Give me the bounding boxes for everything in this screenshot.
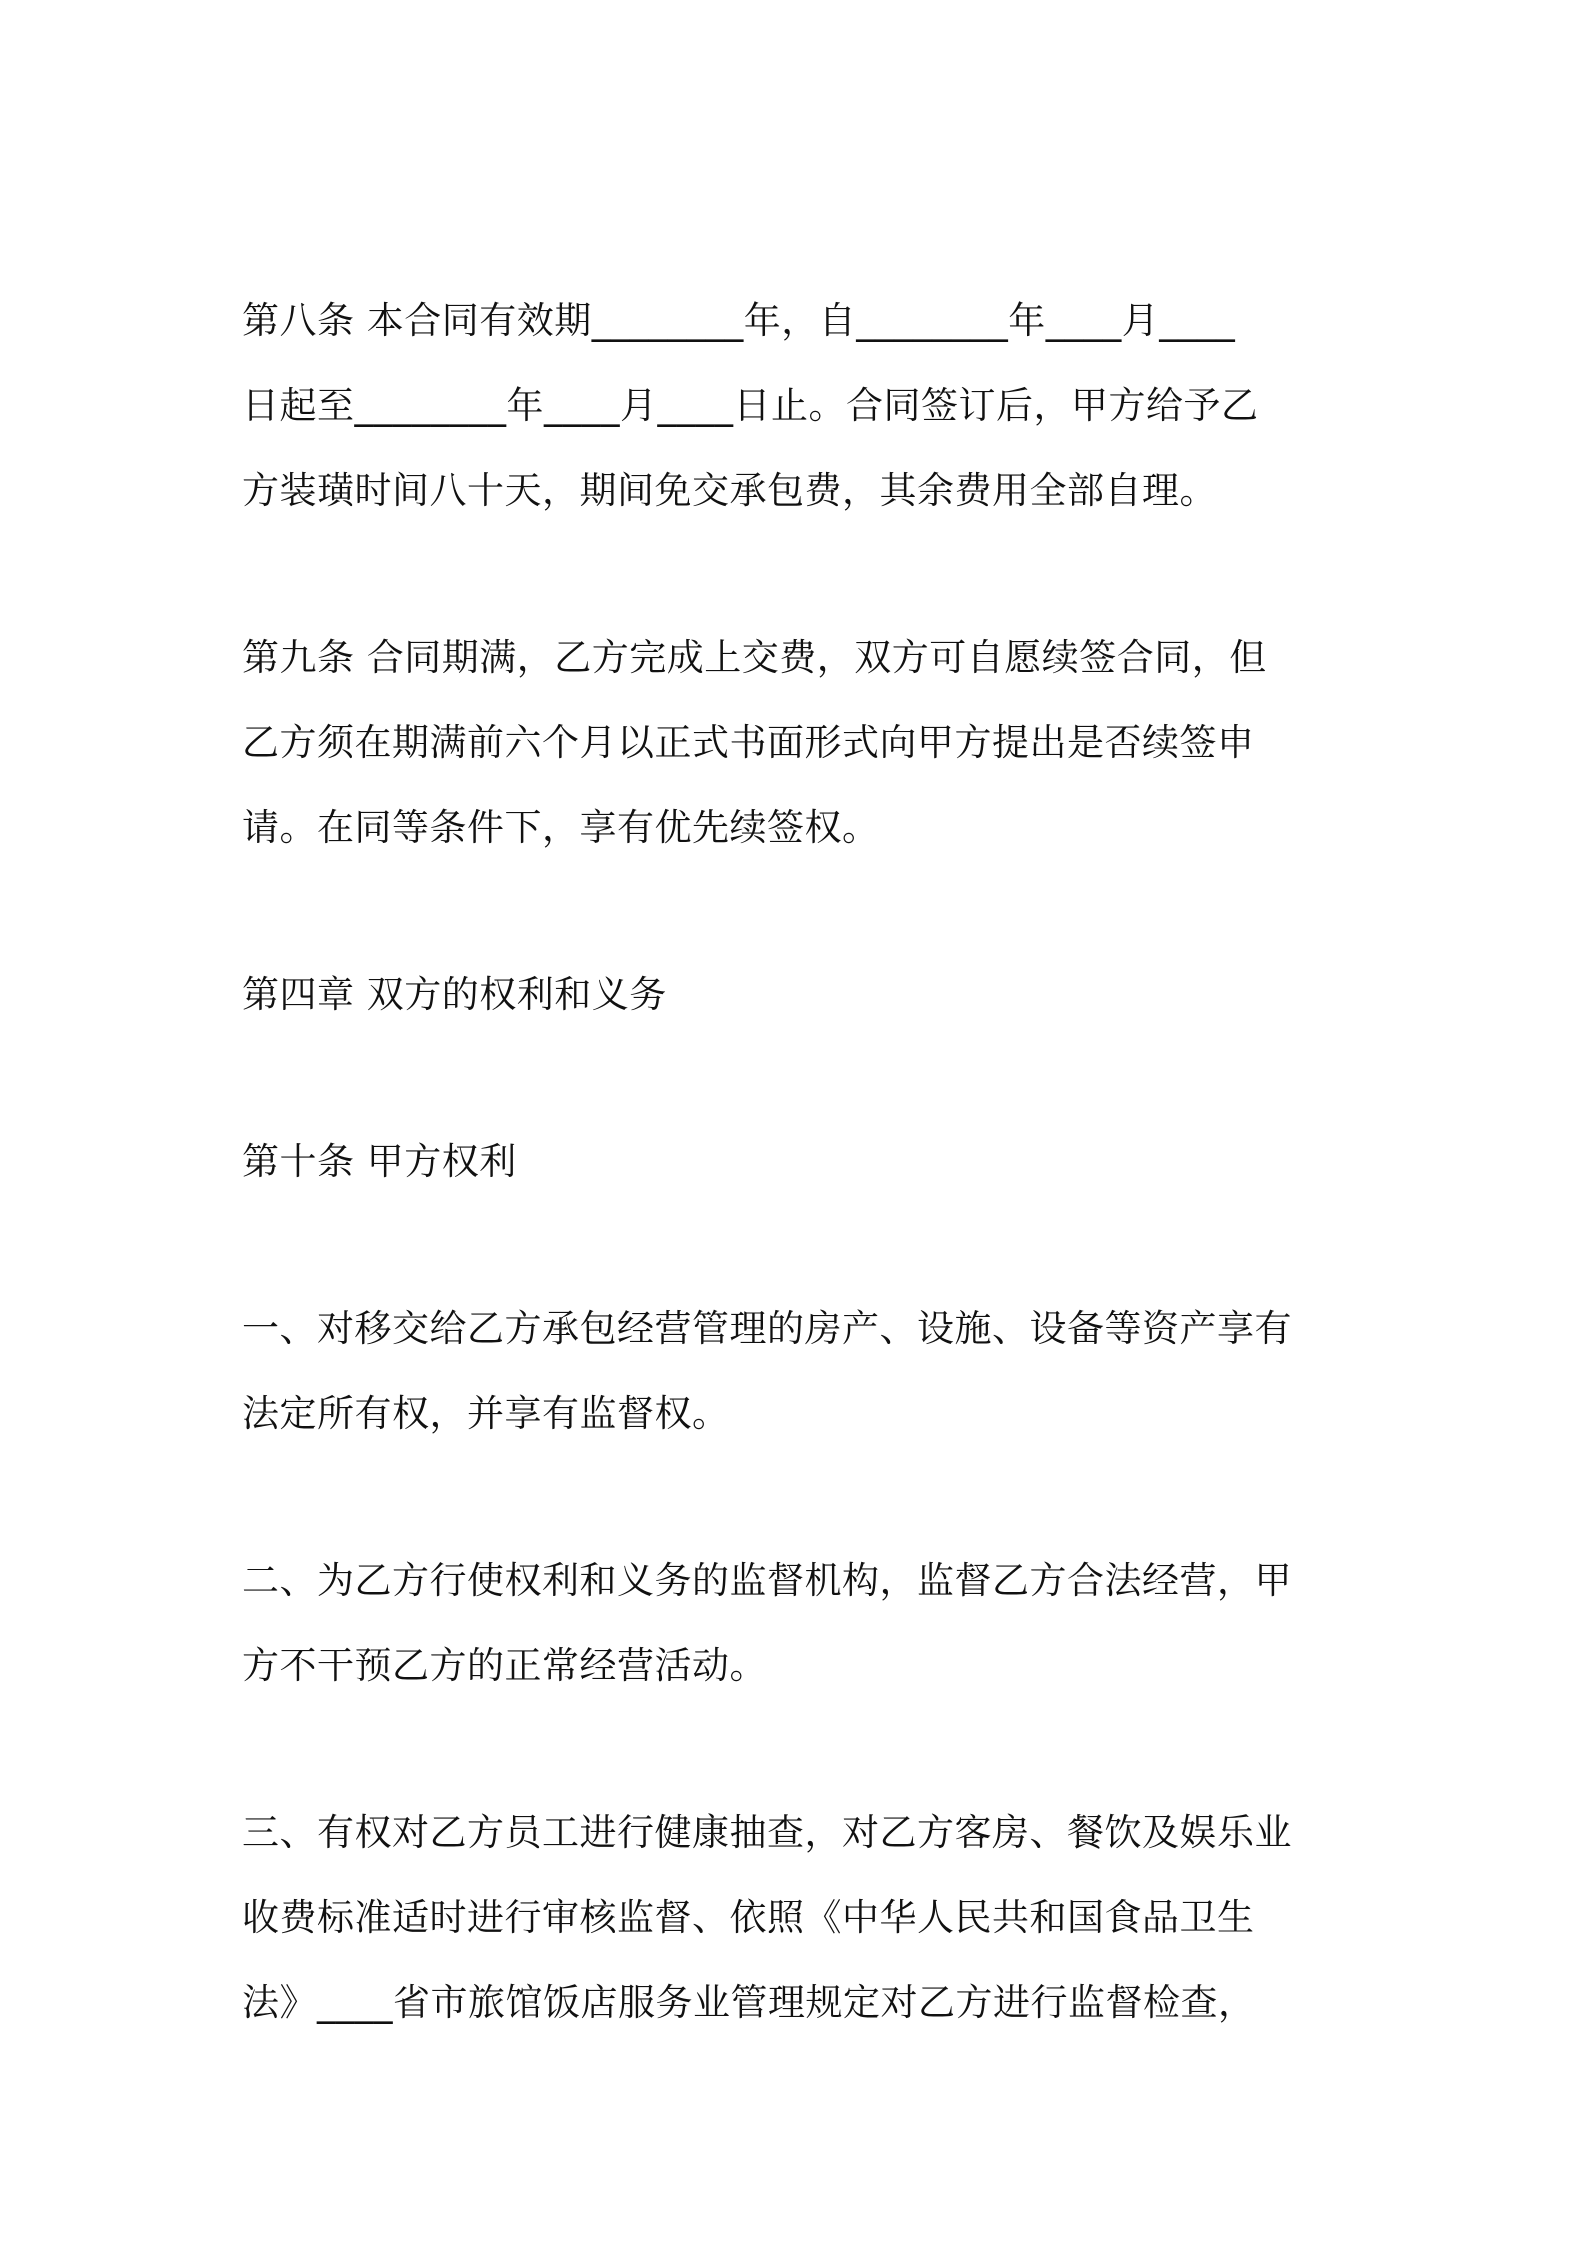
item-1-line-2: 法定所有权，并享有监督权。 [242, 1392, 730, 1435]
item-3-line-2: 收费标准适时进行审核监督、依照《中华人民共和国食品卫生 [242, 1896, 1255, 1939]
paragraph-gap [242, 870, 1357, 952]
chapter-4-title [242, 952, 1357, 1037]
item-1 [242, 1286, 1357, 1456]
article-8-line-1: 第八条 本合同有效期________年，自________年____月____ [242, 299, 1236, 342]
article-9 [242, 615, 1357, 870]
article-8-line-2: 日起至________年____月____日止。合同签订后，甲方给予乙 [242, 384, 1259, 427]
item-3-line-1: 三、有权对乙方员工进行健康抽查，对乙方客房、餐饮及娱乐业 [242, 1811, 1292, 1854]
article-8-line-3: 方装璜时间八十天，期间免交承包费，其余费用全部自理。 [242, 469, 1217, 512]
article-10-title-text: 第十条 甲方权利 [242, 1140, 517, 1183]
paragraph-gap [242, 1456, 1357, 1538]
paragraph-gap [242, 1708, 1357, 1790]
item-3 [242, 1790, 1357, 2045]
item-2-line-1: 二、为乙方行使权利和义务的监督机构，监督乙方合法经营，甲 [242, 1559, 1292, 1602]
chapter-4-title-text: 第四章 双方的权利和义务 [242, 973, 667, 1016]
article-10-title [242, 1119, 1357, 1204]
item-2 [242, 1538, 1357, 1708]
article-9-line-2: 乙方须在期满前六个月以正式书面形式向甲方提出是否续签申 [242, 721, 1255, 764]
document-body [242, 278, 1357, 2045]
item-3-line-3: 法》____省市旅馆饭店服务业管理规定对乙方进行监督检查， [242, 1981, 1256, 2024]
paragraph-gap [242, 1204, 1357, 1286]
item-1-line-1: 一、对移交给乙方承包经营管理的房产、设施、设备等资产享有 [242, 1307, 1292, 1350]
article-9-line-3: 请。在同等条件下，享有优先续签权。 [242, 806, 880, 849]
paragraph-gap [242, 533, 1357, 615]
item-2-line-2: 方不干预乙方的正常经营活动。 [242, 1644, 767, 1687]
article-8 [242, 278, 1357, 533]
paragraph-gap [242, 1037, 1357, 1119]
article-9-line-1: 第九条 合同期满，乙方完成上交费，双方可自愿续签合同，但 [242, 636, 1267, 679]
